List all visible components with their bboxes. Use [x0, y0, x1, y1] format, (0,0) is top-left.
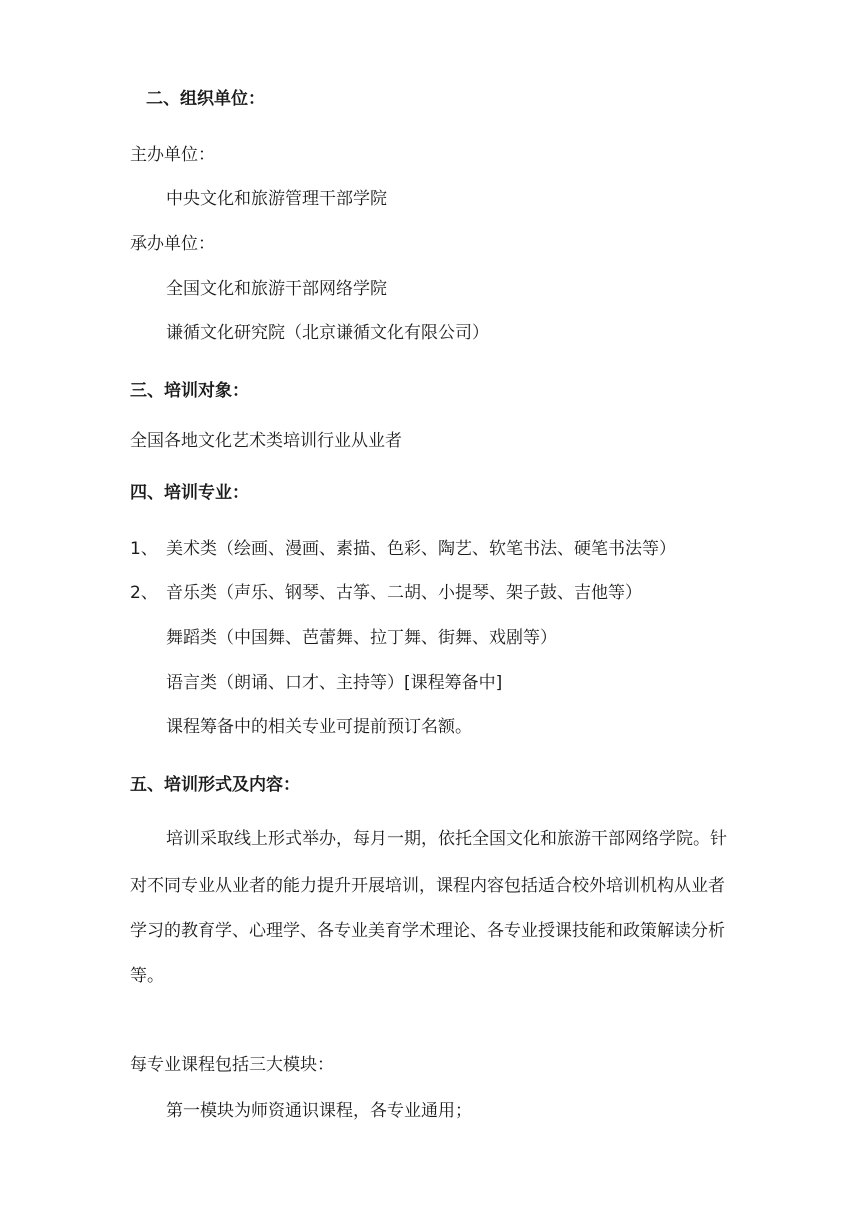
host-label: 主办单位：	[130, 145, 215, 165]
list-number: 1、	[130, 539, 158, 559]
organizer-label: 承办单位：	[130, 234, 215, 254]
audience-text: 全国各地文化艺术类培训行业从业者	[130, 431, 402, 451]
major-text: 音乐类（声乐、钢琴、古筝、二胡、小提琴、架子鼓、吉他等）	[166, 583, 642, 603]
paragraph-line: 对不同专业从业者的能力提升开展培训，课程内容包括适合校外培训机构从业者	[130, 876, 725, 896]
major-item	[130, 582, 642, 604]
major-item: 舞蹈类（中国舞、芭蕾舞、拉丁舞、街舞、戏剧等）	[166, 628, 557, 648]
organizer-name: 谦循文化研究院（北京谦循文化有限公司）	[166, 323, 489, 343]
host-name: 中央文化和旅游管理干部学院	[166, 189, 387, 209]
paragraph-line: 学习的教育学、心理学、各专业美育学术理论、各专业授课技能和政策解读分析	[130, 921, 725, 941]
section-heading-organizers: 二、组织单位：	[146, 89, 265, 109]
module-item: 第一模块为师资通识课程，各专业通用；	[166, 1101, 472, 1121]
major-note: 课程筹备中的相关专业可提前预订名额。	[166, 717, 472, 737]
section-heading-audience: 三、培训对象：	[130, 381, 249, 401]
paragraph-line: 等。	[130, 966, 164, 986]
section-heading-majors: 四、培训专业：	[130, 483, 249, 503]
list-number: 2、	[130, 583, 158, 603]
paragraph-line: 培训采取线上形式举办，每月一期，依托全国文化和旅游干部网络学院。针	[166, 829, 727, 849]
major-item: 语言类（朗诵、口才、主持等）[课程筹备中]	[166, 673, 503, 693]
major-item	[130, 538, 676, 560]
major-text: 美术类（绘画、漫画、素描、色彩、陶艺、软笔书法、硬笔书法等）	[166, 539, 676, 559]
section-heading-format: 五、培训形式及内容：	[130, 775, 300, 795]
modules-intro: 每专业课程包括三大模块：	[130, 1055, 334, 1075]
organizer-name: 全国文化和旅游干部网络学院	[166, 279, 387, 299]
